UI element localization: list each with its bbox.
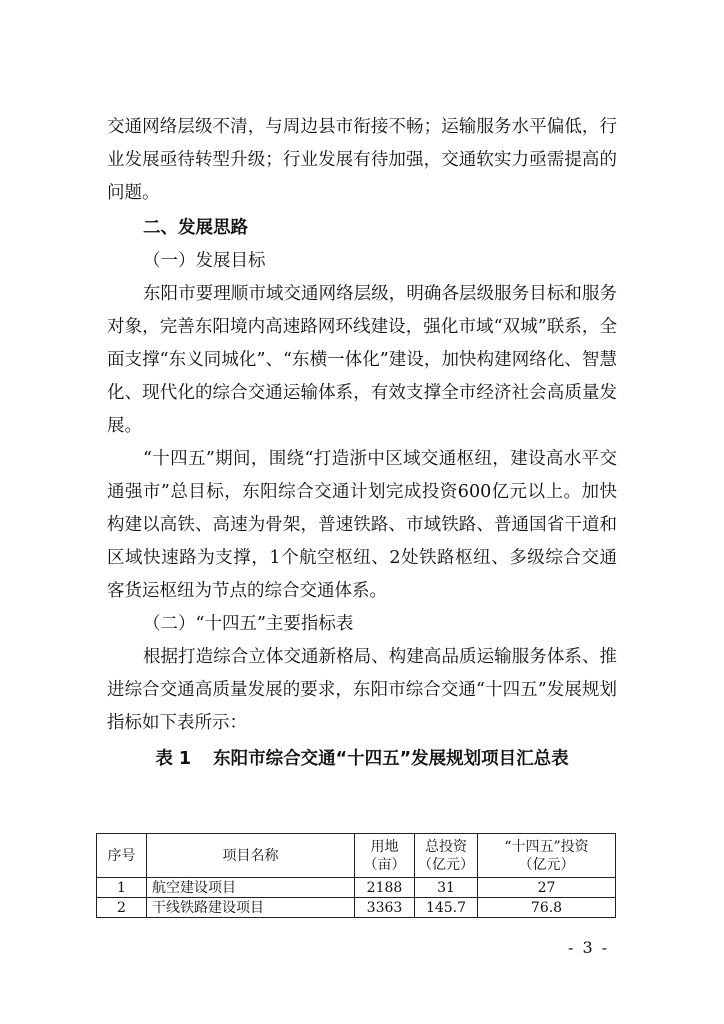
paragraph-14th-five-year-plan: “十四五”期间，围绕“打造浙中区域交通枢纽，建设高水平交通强市”总目标，东阳综合交通计划完成投资600亿元以上。加快构建以高铁、高速为骨架，普速铁路、市域铁路、普通国省干道和区域快速路为支撑，1个航空枢纽、2处铁路枢纽、多级综合交通客货运枢纽为节点的综合交通体系。 xyxy=(107,449,617,601)
table-row xyxy=(97,898,616,918)
project-summary-table xyxy=(96,833,616,918)
table-caption-number: 表 1 xyxy=(155,749,192,769)
header-seq: 序号 xyxy=(97,834,147,878)
document-body xyxy=(107,111,617,774)
cell-plan-investment: 76.8 xyxy=(478,898,616,918)
cell-seq: 1 xyxy=(97,878,147,898)
cell-seq: 2 xyxy=(97,898,147,918)
header-land: 用地 （亩） xyxy=(355,834,415,878)
cell-total-investment: 31 xyxy=(415,878,478,898)
subsection-heading-indicators: （二）“十四五”主要指标表 xyxy=(143,614,354,634)
cell-total-investment: 145.7 xyxy=(415,898,478,918)
header-plan-investment: “十四五”投资 （亿元） xyxy=(478,834,616,878)
cell-plan-investment: 27 xyxy=(478,878,616,898)
cell-project-name: 航空建设项目 xyxy=(147,878,355,898)
table-row xyxy=(97,878,616,898)
paragraph-goals: 东阳市要理顺市域交通网络层级，明确各层级服务目标和服务对象，完善东阳境内高速路网环线建设，强化市域“双城”联系，全面支撑“东义同城化”、“东横一体化”建设，加快构建网络化、智慧化、现代化的综合交通运输体系，有效支撑全市经济社会高质量发展。 xyxy=(107,284,617,436)
cell-land: 3363 xyxy=(355,898,415,918)
cell-land: 2188 xyxy=(355,878,415,898)
table-caption xyxy=(107,746,617,772)
subsection-heading-goals: （一）发展目标 xyxy=(143,251,266,271)
page-number: - 3 - xyxy=(568,938,610,957)
cell-project-name: 干线铁路建设项目 xyxy=(147,898,355,918)
table-header-row xyxy=(97,834,616,878)
header-project-name: 项目名称 xyxy=(147,834,355,878)
section-heading-development-approach: 二、发展思路 xyxy=(143,218,248,238)
table-caption-text: 东阳市综合交通“十四五”发展规划项目汇总表 xyxy=(213,749,569,769)
header-total-investment: 总投资 （亿元） xyxy=(415,834,478,878)
paragraph-indicators-intro: 根据打造综合立体交通新格局、构建高品质运输服务体系、推进综合交通高质量发展的要求，东阳市综合交通“十四五”发展规划指标如下表所示： xyxy=(107,647,617,733)
paragraph-problems: 交通网络层级不清，与周边县市衔接不畅；运输服务水平偏低，行业发展亟待转型升级；行业发展有待加强，交通软实力亟需提高的问题。 xyxy=(107,117,617,203)
